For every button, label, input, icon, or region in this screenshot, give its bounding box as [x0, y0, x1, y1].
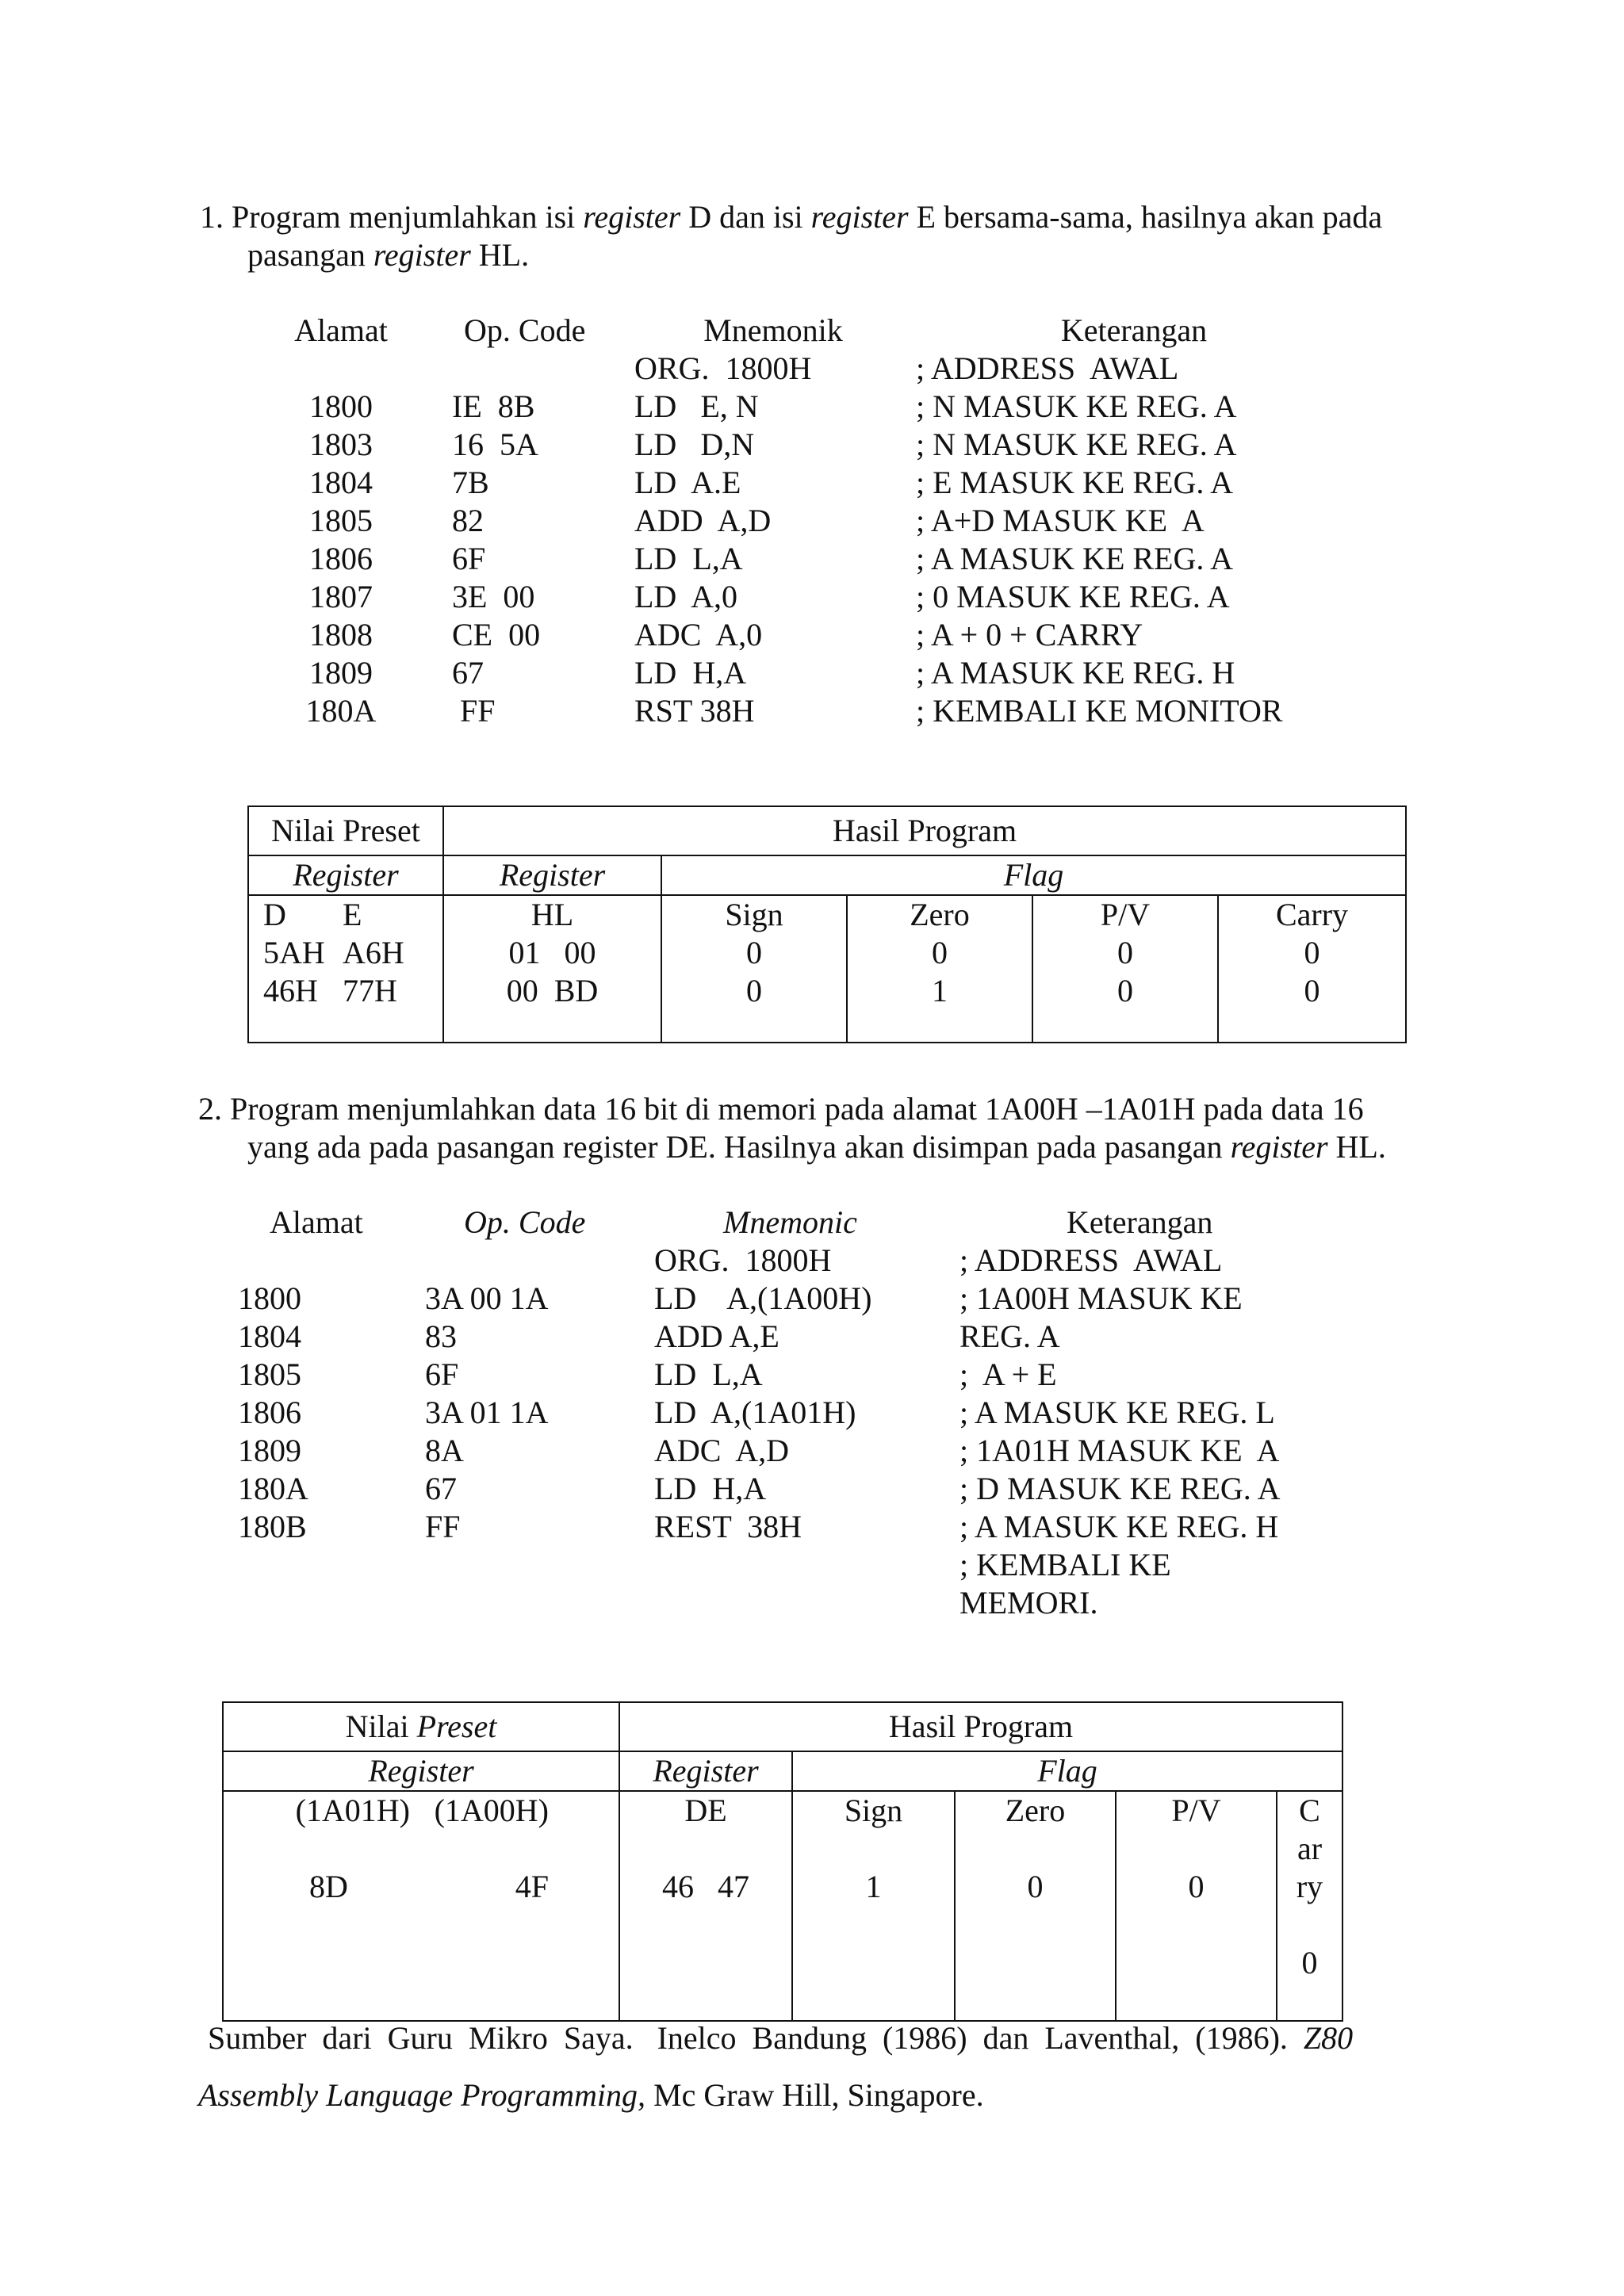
listing1-opcode: 82 [452, 503, 484, 538]
listing2-opcode: 3A 00 1A [425, 1280, 549, 1316]
hasil-program-header: Hasil Program [443, 806, 1406, 855]
sign-value: 0 [746, 973, 762, 1008]
listing2-mnemonic: LD A,(1A00H) [654, 1280, 872, 1316]
col-1a00-label: (1A00H) [434, 1793, 549, 1828]
listing2-keterangan: ; A + E [959, 1357, 1057, 1392]
listing2-keterangan: ; A MASUK KE REG. L [959, 1395, 1275, 1430]
preset-cell [248, 895, 443, 1043]
zero-cell [955, 1791, 1116, 2021]
listing1-keterangan: ; E MASUK KE REG. A [916, 465, 1234, 500]
listing2-mnemonic: ORG. 1800H [654, 1242, 832, 1278]
listing2-mnemonic: REST 38H [654, 1509, 802, 1544]
listing2-opcode: 67 [425, 1471, 457, 1506]
carry-cell [1218, 895, 1406, 1043]
section2-intro-line2: yang ada pada pasangan register DE. Hasilnya akan disimpan pada pasangan register HL. [247, 1129, 1386, 1165]
listing2-mnemonic: LD L,A [654, 1357, 763, 1392]
listing2-mnemonic: LD A,(1A01H) [654, 1395, 856, 1430]
listing2-keterangan: ; ADDRESS AWAL [959, 1242, 1223, 1278]
listing1-address: 1800 [309, 388, 373, 424]
section2-header-mnemonic: Mnemonic [723, 1204, 857, 1240]
sign-value: 1 [865, 1869, 882, 1904]
listing1-opcode: IE 8B [452, 388, 535, 424]
de-cell [619, 1791, 792, 2021]
listing1-opcode: FF [452, 693, 496, 729]
listing1-mnemonic: LD H,A [634, 655, 747, 691]
listing2-address: 1804 [238, 1318, 301, 1354]
col-carry-label-1: C [1299, 1793, 1320, 1828]
section2-header-alamat: Alamat [270, 1204, 363, 1240]
val-1a00: 4F [515, 1869, 549, 1904]
carry-cell [1277, 1791, 1342, 2021]
listing1-address: 1808 [309, 617, 373, 652]
e-value: A6H [343, 935, 404, 970]
listing1-mnemonic: LD L,A [634, 541, 743, 576]
e-value: 77H [343, 973, 397, 1008]
listing2-address: 1809 [238, 1433, 301, 1468]
listing1-keterangan: ; ADDRESS AWAL [916, 350, 1179, 386]
nilai-preset-header: Nilai Preset [223, 1702, 619, 1751]
listing1-keterangan: ; A MASUK KE REG. H [916, 655, 1235, 691]
listing2-address: 180A [238, 1471, 308, 1506]
flag-header: Flag [792, 1751, 1342, 1791]
col-zero-label: Zero [1005, 1793, 1066, 1828]
listing2-keterangan: ; D MASUK KE REG. A [959, 1471, 1281, 1506]
zero-value: 0 [1027, 1869, 1044, 1904]
listing2-keterangan: ; KEMBALI KE [959, 1547, 1171, 1582]
listing1-mnemonic: ADC A,0 [634, 617, 763, 652]
listing1-mnemonic: ORG. 1800H [634, 350, 812, 386]
listing1-address: 1807 [309, 579, 373, 614]
section2-header-keterangan: Keterangan [1067, 1204, 1213, 1240]
listing1-mnemonic: LD A,0 [634, 579, 737, 614]
listing1-opcode: 67 [452, 655, 484, 691]
section2-result-table [222, 1701, 1343, 2022]
pv-cell [1032, 895, 1218, 1043]
carry-value: 0 [1304, 935, 1320, 970]
listing2-opcode: 8A [425, 1433, 464, 1468]
listing1-opcode: CE 00 [452, 617, 541, 652]
listing1-opcode: 6F [452, 541, 486, 576]
zero-value: 1 [932, 973, 948, 1008]
register-header: Register [619, 1751, 792, 1791]
col-pv-label: P/V [1100, 897, 1151, 932]
section2-header-opcode: Op. Code [464, 1204, 586, 1240]
listing1-address: 1809 [309, 655, 373, 691]
section1-header-keterangan: Keterangan [1060, 312, 1208, 348]
listing2-keterangan: ; A MASUK KE REG. H [959, 1509, 1279, 1544]
listing2-opcode: 6F [425, 1357, 459, 1392]
pv-value: 0 [1188, 1869, 1205, 1904]
listing1-mnemonic: LD A.E [634, 465, 741, 500]
col-hl-label: HL [530, 897, 574, 932]
carry-value: 0 [1304, 973, 1320, 1008]
listing1-address: 1804 [309, 465, 373, 500]
flag-header: Flag [661, 855, 1406, 895]
listing1-keterangan: ; KEMBALI KE MONITOR [916, 693, 1283, 729]
listing1-address: 1803 [309, 427, 373, 462]
hasil-program-header: Hasil Program [619, 1702, 1342, 1751]
col-de-label: DE [684, 1793, 727, 1828]
de-value: 46 47 [662, 1869, 749, 1904]
listing2-mnemonic: ADD A,E [654, 1318, 779, 1354]
section1-header-opcode: Op. Code [464, 312, 586, 348]
listing1-mnemonic: LD D,N [634, 427, 755, 462]
section2-intro-line1: 2. Program menjumlahkan data 16 bit di memori pada alamat 1A00H –1A01H pada data 16 [198, 1091, 1364, 1127]
listing1-mnemonic: ADD A,D [634, 503, 772, 538]
hl-cell [443, 895, 661, 1043]
col-carry-label-3: ry [1296, 1869, 1323, 1904]
col-zero-label: Zero [910, 897, 970, 932]
listing1-opcode: 7B [452, 465, 489, 500]
pv-value: 0 [1117, 935, 1133, 970]
sign-cell [661, 895, 847, 1043]
listing2-address: 180B [238, 1509, 307, 1544]
zero-cell [847, 895, 1032, 1043]
section1-intro-line1: 1. Program menjumlahkan isi register D dan isi register E bersama-sama, hasilnya akan pada [200, 199, 1383, 235]
listing2-keterangan: REG. A [959, 1318, 1060, 1354]
register-header: Register [443, 855, 661, 895]
hl-value: 00 BD [506, 973, 599, 1008]
listing1-mnemonic: LD E, N [634, 388, 759, 424]
sign-cell [792, 1791, 955, 2021]
listing1-address: 180A [305, 693, 377, 729]
val-1a01: 8D [309, 1869, 348, 1904]
nilai-preset-header: Nilai Preset [248, 806, 443, 855]
listing1-keterangan: ; 0 MASUK KE REG. A [916, 579, 1230, 614]
section1-intro-line2: pasangan register HL. [247, 237, 530, 273]
d-value: 46H [263, 973, 318, 1008]
section2-number: 2. [198, 1091, 222, 1127]
listing1-address: 1805 [309, 503, 373, 538]
listing2-opcode: FF [425, 1509, 461, 1544]
listing1-keterangan: ; A+D MASUK KE A [916, 503, 1205, 538]
section1-number: 1. [200, 199, 224, 235]
listing1-keterangan: ; N MASUK KE REG. A [916, 388, 1237, 424]
listing1-keterangan: ; N MASUK KE REG. A [916, 427, 1237, 462]
col-e-label: E [343, 897, 362, 932]
listing1-opcode: 16 5A [452, 427, 538, 462]
listing2-mnemonic: LD H,A [654, 1471, 767, 1506]
section1-header-mnemonik: Mnemonik [703, 312, 843, 348]
listing1-keterangan: ; A + 0 + CARRY [916, 617, 1143, 652]
col-carry-label-2: ar [1297, 1831, 1323, 1866]
hl-value: 01 00 [508, 935, 596, 970]
section1-result-table [247, 806, 1407, 1043]
listing2-keterangan: ; 1A00H MASUK KE [959, 1280, 1243, 1316]
listing1-keterangan: ; A MASUK KE REG. A [916, 541, 1234, 576]
col-1a01-label: (1A01H) [295, 1793, 410, 1828]
col-pv-label: P/V [1171, 1793, 1221, 1828]
listing1-address: 1806 [309, 541, 373, 576]
listing2-address: 1800 [238, 1280, 301, 1316]
listing2-opcode: 3A 01 1A [425, 1395, 549, 1430]
zero-value: 0 [932, 935, 948, 970]
col-sign-label: Sign [725, 897, 783, 932]
listing2-address: 1805 [238, 1357, 301, 1392]
pv-value: 0 [1117, 973, 1133, 1008]
listing2-opcode: 83 [425, 1318, 457, 1354]
source-line2: Assembly Language Programming, Mc Graw Hill, Singapore. [198, 2077, 984, 2113]
col-carry-label: Carry [1275, 897, 1349, 932]
d-value: 5AH [263, 935, 325, 970]
sign-value: 0 [746, 935, 762, 970]
col-sign-label: Sign [844, 1793, 903, 1828]
listing1-opcode: 3E 00 [452, 579, 535, 614]
section1-header-alamat: Alamat [294, 312, 388, 348]
listing2-address: 1806 [238, 1395, 301, 1430]
source-line1: Sumber dari Guru Mikro Saya. Inelco Bandung (1986) dan Laventhal, (1986). Z80 [208, 2020, 1354, 2056]
listing2-keterangan: MEMORI. [959, 1585, 1098, 1621]
listing2-mnemonic: ADC A,D [654, 1433, 790, 1468]
listing1-mnemonic: RST 38H [634, 693, 755, 729]
register-header: Register [223, 1751, 619, 1791]
pv-cell [1116, 1791, 1277, 2021]
listing2-keterangan: ; 1A01H MASUK KE A [959, 1433, 1280, 1468]
preset-cell [223, 1791, 619, 2021]
carry-value: 0 [1301, 1945, 1318, 1980]
col-d-label: D [263, 897, 286, 932]
register-header: Register [248, 855, 443, 895]
